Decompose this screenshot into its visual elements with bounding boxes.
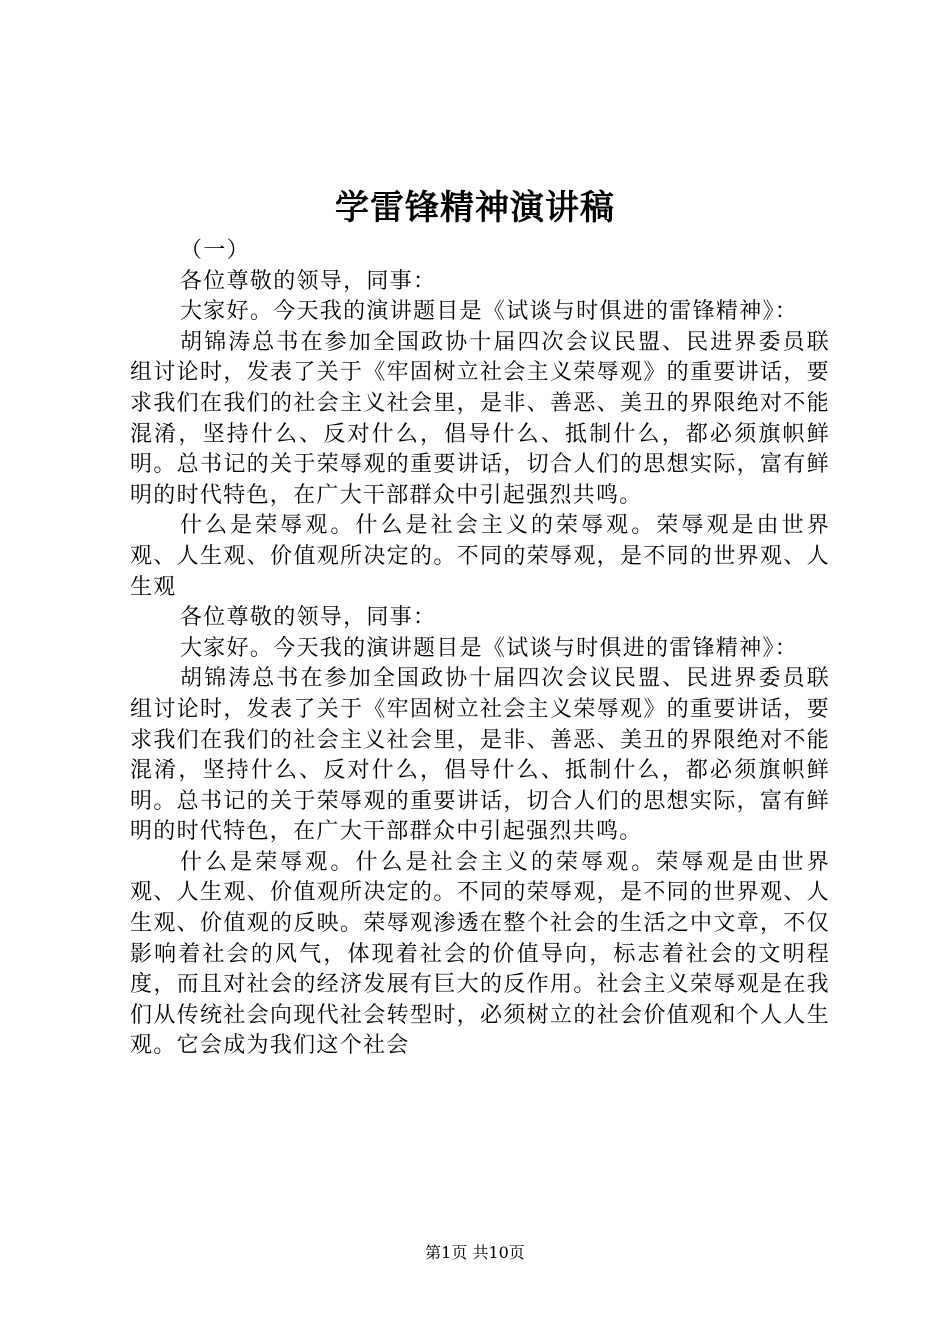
- paragraph-greeting: 各位尊敬的领导，同事：: [180, 268, 437, 294]
- paragraph-intro-repeat: 大家好。今天我的演讲题目是《试谈与时俱进的雷锋精神》：: [180, 635, 799, 661]
- paragraph-section-number: （一）: [180, 238, 250, 263]
- paragraph-speech-context: 胡锦涛总书在参加全国政协十届四次会议民盟、民进界委员联组讨论时，发表了关于《牢固树立社会主义荣辱观》的重要讲话，要求我们在我们的社会主义社会里，是非、善恶、美丑的界限绝对不能混淆，坚持什么、反对什么，倡导什么、抵制什么，都必须旗帜鲜明。总书记的关于荣辱观的重要讲话，切合人们的思想实际，富有鲜明的时代特色，在广大干部群众中引起强烈共鸣。: [130, 329, 830, 508]
- paragraph-honor-view-full: 什么是荣辱观。什么是社会主义的荣辱观。荣辱观是由世界观、人生观、价值观所决定的。不同的荣辱观，是不同的世界观、人生观、价值观的反映。荣辱观渗透在整个社会的生活之中文章，不仅影响着社会的风气，体现着社会的价值导向，标志着社会的文明程度，而且对社会的经济发展有巨大的反作用。社会主义荣辱观是在我们从传统社会向现代社会转型时，必须树立的社会价值观和个人人生观。它会成为我们这个社会: [130, 849, 830, 1059]
- paragraph-greeting-repeat: 各位尊敬的领导，同事：: [180, 605, 437, 631]
- document-body: [130, 236, 830, 1062]
- paragraph-intro: 大家好。今天我的演讲题目是《试谈与时俱进的雷锋精神》：: [180, 299, 799, 325]
- document-title: 学雷锋精神演讲稿: [335, 188, 615, 228]
- paragraph-honor-view: 什么是荣辱观。什么是社会主义的荣辱观。荣辱观是由世界观、人生观、价值观所决定的。不同的荣辱观，是不同的世界观、人生观: [130, 513, 830, 600]
- paragraph-speech-context-repeat: 胡锦涛总书在参加全国政协十届四次会议民盟、民进界委员联组讨论时，发表了关于《牢固树立社会主义荣辱观》的重要讲话，要求我们在我们的社会主义社会里，是非、善恶、美丑的界限绝对不能混淆，坚持什么、反对什么，倡导什么、抵制什么，都必须旗帜鲜明。总书记的关于荣辱观的重要讲话，切合人们的思想实际，富有鲜明的时代特色，在广大干部群众中引起强烈共鸣。: [130, 666, 830, 845]
- page-footer: 第1页 共10页: [425, 1243, 525, 1262]
